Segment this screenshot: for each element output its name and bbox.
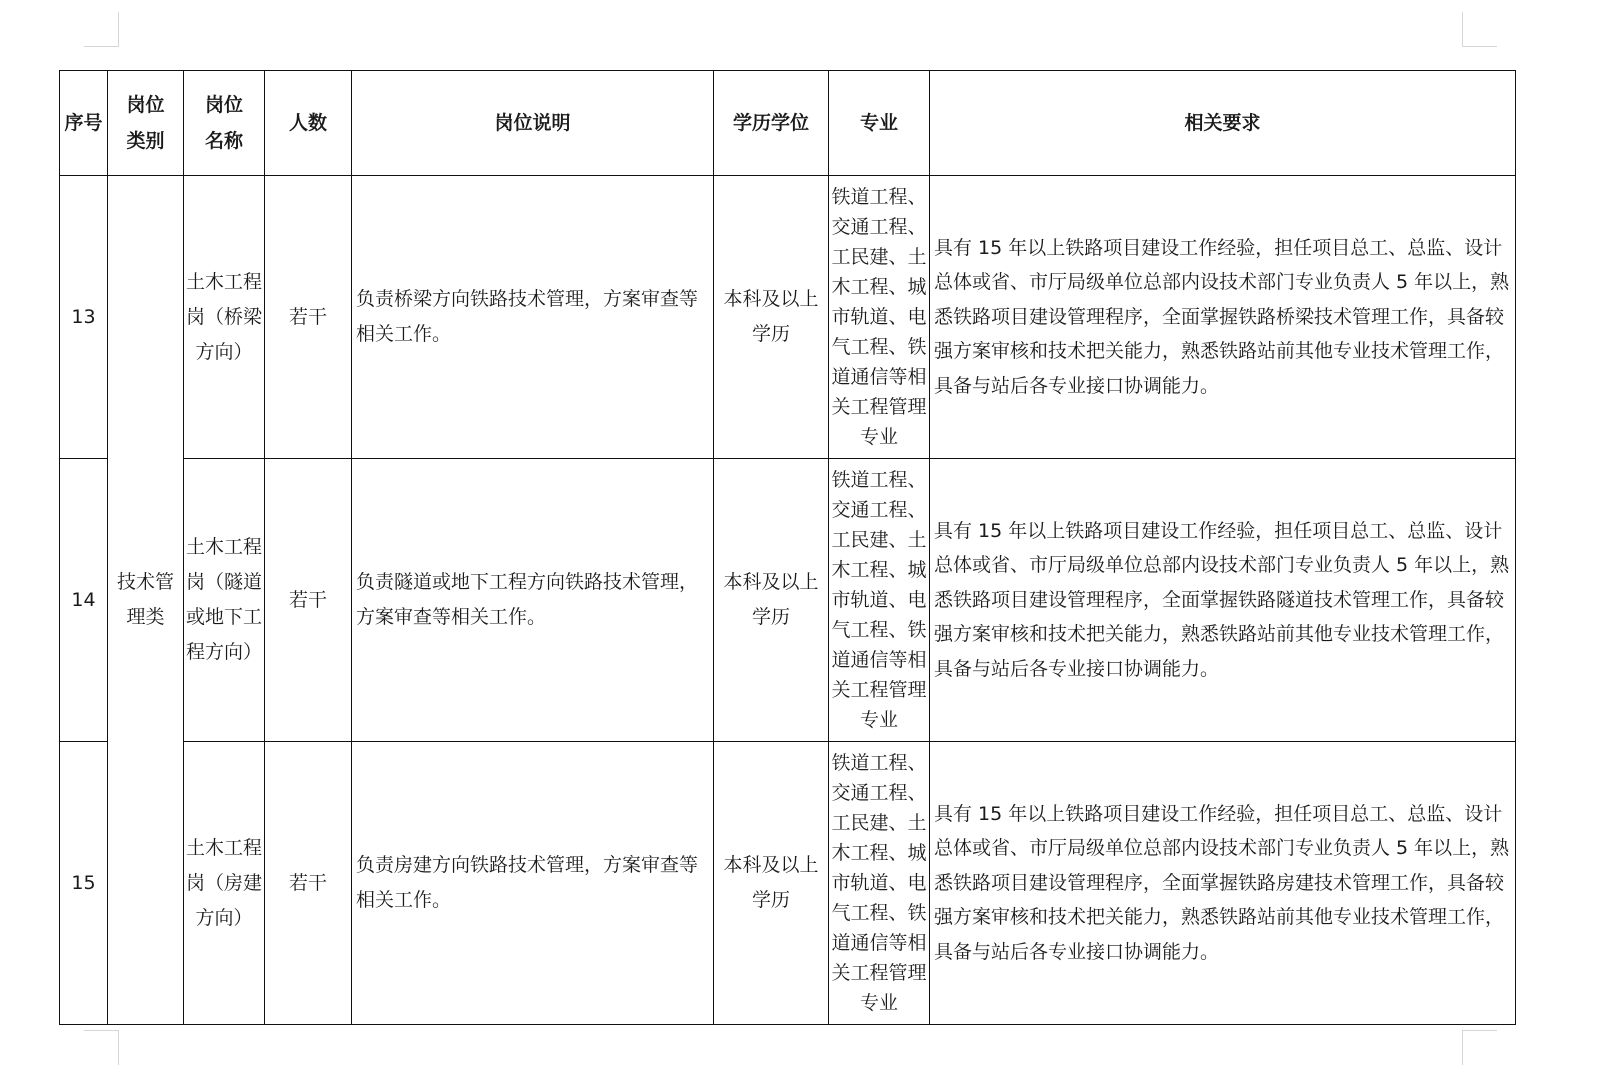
cell-count: 若干 [265, 459, 352, 742]
header-requirements: 相关要求 [930, 71, 1516, 176]
cell-major: 铁道工程、交通工程、工民建、土木工程、城市轨道、电气工程、铁道通信等相关工程管理专业 [829, 176, 930, 459]
cell-index: 13 [60, 176, 108, 459]
cell-count: 若干 [265, 176, 352, 459]
cell-education: 本科及以上学历 [714, 176, 829, 459]
cell-major: 铁道工程、交通工程、工民建、土木工程、城市轨道、电气工程、铁道通信等相关工程管理专业 [829, 742, 930, 1025]
cell-major: 铁道工程、交通工程、工民建、土木工程、城市轨道、电气工程、铁道通信等相关工程管理专业 [829, 459, 930, 742]
table-row [60, 742, 1516, 1025]
cell-requirements: 具有 15 年以上铁路项目建设工作经验，担任项目总工、总监、设计总体或省、市厅局级单位总部内设技术部门专业负责人 5 年以上，熟悉铁路项目建设管理程序，全面掌握铁路隧道技术管理工作，具备较强方案审核和技术把关能力，熟悉铁路站前其他专业技术管理工作，具备与站后各专业接口协调能力。 [930, 459, 1516, 742]
cell-count: 若干 [265, 742, 352, 1025]
page-corner-mark-bottom-right [1462, 1030, 1497, 1065]
header-description: 岗位说明 [352, 71, 714, 176]
page-corner-mark-top-left [84, 12, 119, 47]
cell-name: 土木工程岗（房建方向） [184, 742, 265, 1025]
cell-description: 负责桥梁方向铁路技术管理，方案审查等相关工作。 [352, 176, 714, 459]
header-major: 专业 [829, 71, 930, 176]
cell-index: 15 [60, 742, 108, 1025]
cell-description: 负责房建方向铁路技术管理，方案审查等相关工作。 [352, 742, 714, 1025]
cell-name: 土木工程岗（隧道或地下工程方向） [184, 459, 265, 742]
cell-index: 14 [60, 459, 108, 742]
page-corner-mark-top-right [1462, 12, 1497, 47]
job-positions-table [59, 70, 1516, 1025]
cell-requirements: 具有 15 年以上铁路项目建设工作经验，担任项目总工、总监、设计总体或省、市厅局级单位总部内设技术部门专业负责人 5 年以上，熟悉铁路项目建设管理程序，全面掌握铁路桥梁技术管理工作，具备较强方案审核和技术把关能力，熟悉铁路站前其他专业技术管理工作，具备与站后各专业接口协调能力。 [930, 176, 1516, 459]
cell-requirements: 具有 15 年以上铁路项目建设工作经验，担任项目总工、总监、设计总体或省、市厅局级单位总部内设技术部门专业负责人 5 年以上，熟悉铁路项目建设管理程序，全面掌握铁路房建技术管理工作，具备较强方案审核和技术把关能力，熟悉铁路站前其他专业技术管理工作，具备与站后各专业接口协调能力。 [930, 742, 1516, 1025]
table-row [60, 176, 1516, 459]
page-corner-mark-bottom-left [84, 1030, 119, 1065]
cell-description: 负责隧道或地下工程方向铁路技术管理，方案审查等相关工作。 [352, 459, 714, 742]
cell-education: 本科及以上学历 [714, 459, 829, 742]
header-count: 人数 [265, 71, 352, 176]
cell-category: 技术管理类 [108, 176, 184, 1025]
header-index: 序号 [60, 71, 108, 176]
header-education: 学历学位 [714, 71, 829, 176]
header-name: 岗位名称 [184, 71, 265, 176]
table-header-row [60, 71, 1516, 176]
cell-education: 本科及以上学历 [714, 742, 829, 1025]
header-category: 岗位类别 [108, 71, 184, 176]
cell-name: 土木工程岗（桥梁方向） [184, 176, 265, 459]
table-row [60, 459, 1516, 742]
